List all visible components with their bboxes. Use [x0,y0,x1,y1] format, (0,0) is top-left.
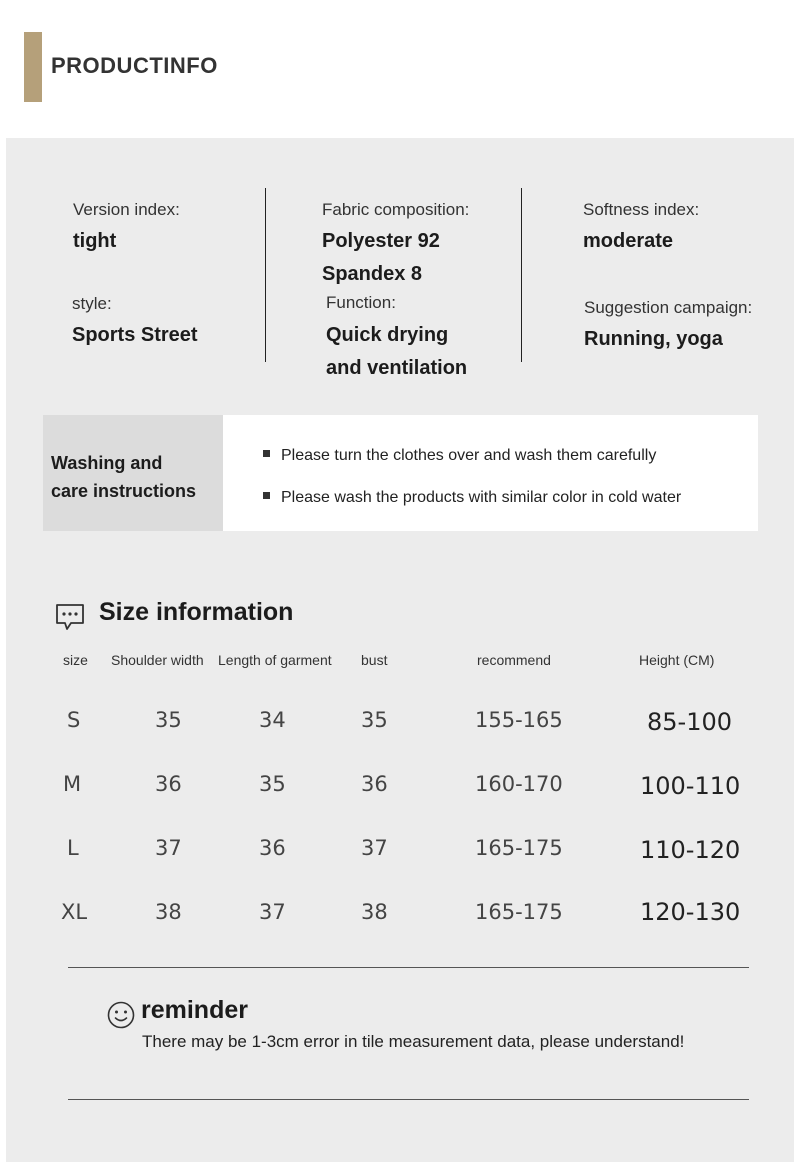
column-header: size [63,652,88,668]
washing-item-text: Please wash the products with similar color in cold water [281,489,682,506]
accent-bar [24,32,42,102]
table-cell: 34 [259,708,286,732]
size-info-title: Size information [99,598,294,626]
column-header: Height (CM) [639,652,715,668]
table-cell: 160-170 [475,772,563,796]
table-cell: L [67,836,79,860]
table-cell: 110-120 [640,836,741,864]
table-cell: 165-175 [475,836,563,860]
fabric-line-2: Spandex 8 [322,263,423,285]
bullet-icon [263,492,270,499]
softness-label: Softness index: [583,200,700,219]
table-cell: 120-130 [640,898,741,926]
table-cell: XL [61,900,88,924]
table-cell: M [63,772,82,796]
campaign-label: Suggestion campaign: [584,298,753,317]
table-cell: 38 [155,900,182,924]
softness-value: moderate [583,230,674,252]
column-header: Length of garment [218,652,332,668]
style-value: Sports Street [72,324,198,346]
table-cell: 37 [155,836,182,860]
column-header: Shoulder width [111,652,204,668]
campaign-value: Running, yoga [584,328,723,350]
table-cell: 37 [259,900,286,924]
table-cell: 35 [155,708,182,732]
smiley-icon [107,1001,135,1029]
page-title: PRODUCTINFO [51,53,218,78]
table-cell: 35 [259,772,286,796]
table-cell: 35 [361,708,388,732]
table-cell: 36 [155,772,182,796]
washing-title-line-2: care instructions [51,481,197,501]
function-line-1: Quick drying [326,324,449,346]
column-divider [265,188,266,362]
header [0,0,800,138]
table-cell: 85-100 [647,708,733,736]
washing-item [263,489,681,507]
reminder-text: There may be 1-3cm error in tile measurement data, please understand! [142,1032,685,1051]
table-cell: 100-110 [640,772,741,800]
divider-top [68,967,749,968]
washing-title [51,449,196,505]
table-cell: 38 [361,900,388,924]
column-header: recommend [477,652,551,668]
reminder-title: reminder [141,996,248,1024]
table-cell: S [67,708,81,732]
column-divider [521,188,522,362]
fabric-label: Fabric composition: [322,200,470,219]
style-label: style: [72,294,112,313]
column-header: bust [361,652,388,668]
washing-title-box [43,415,223,531]
function-line-2: and ventilation [326,357,468,379]
fabric-line-1: Polyester 92 [322,230,440,252]
washing-instructions [43,415,758,531]
divider-bottom [68,1099,749,1100]
bullet-icon [263,450,270,457]
function-label: Function: [326,293,396,312]
chat-bubble-icon [55,602,85,632]
version-value: tight [73,230,117,252]
table-cell: 155-165 [475,708,563,732]
table-cell: 37 [361,836,388,860]
washing-title-line-1: Washing and [51,453,163,473]
washing-item-text: Please turn the clothes over and wash them carefully [281,447,657,464]
table-cell: 36 [259,836,286,860]
version-label: Version index: [73,200,180,219]
table-cell: 165-175 [475,900,563,924]
table-cell: 36 [361,772,388,796]
washing-item [263,447,656,465]
